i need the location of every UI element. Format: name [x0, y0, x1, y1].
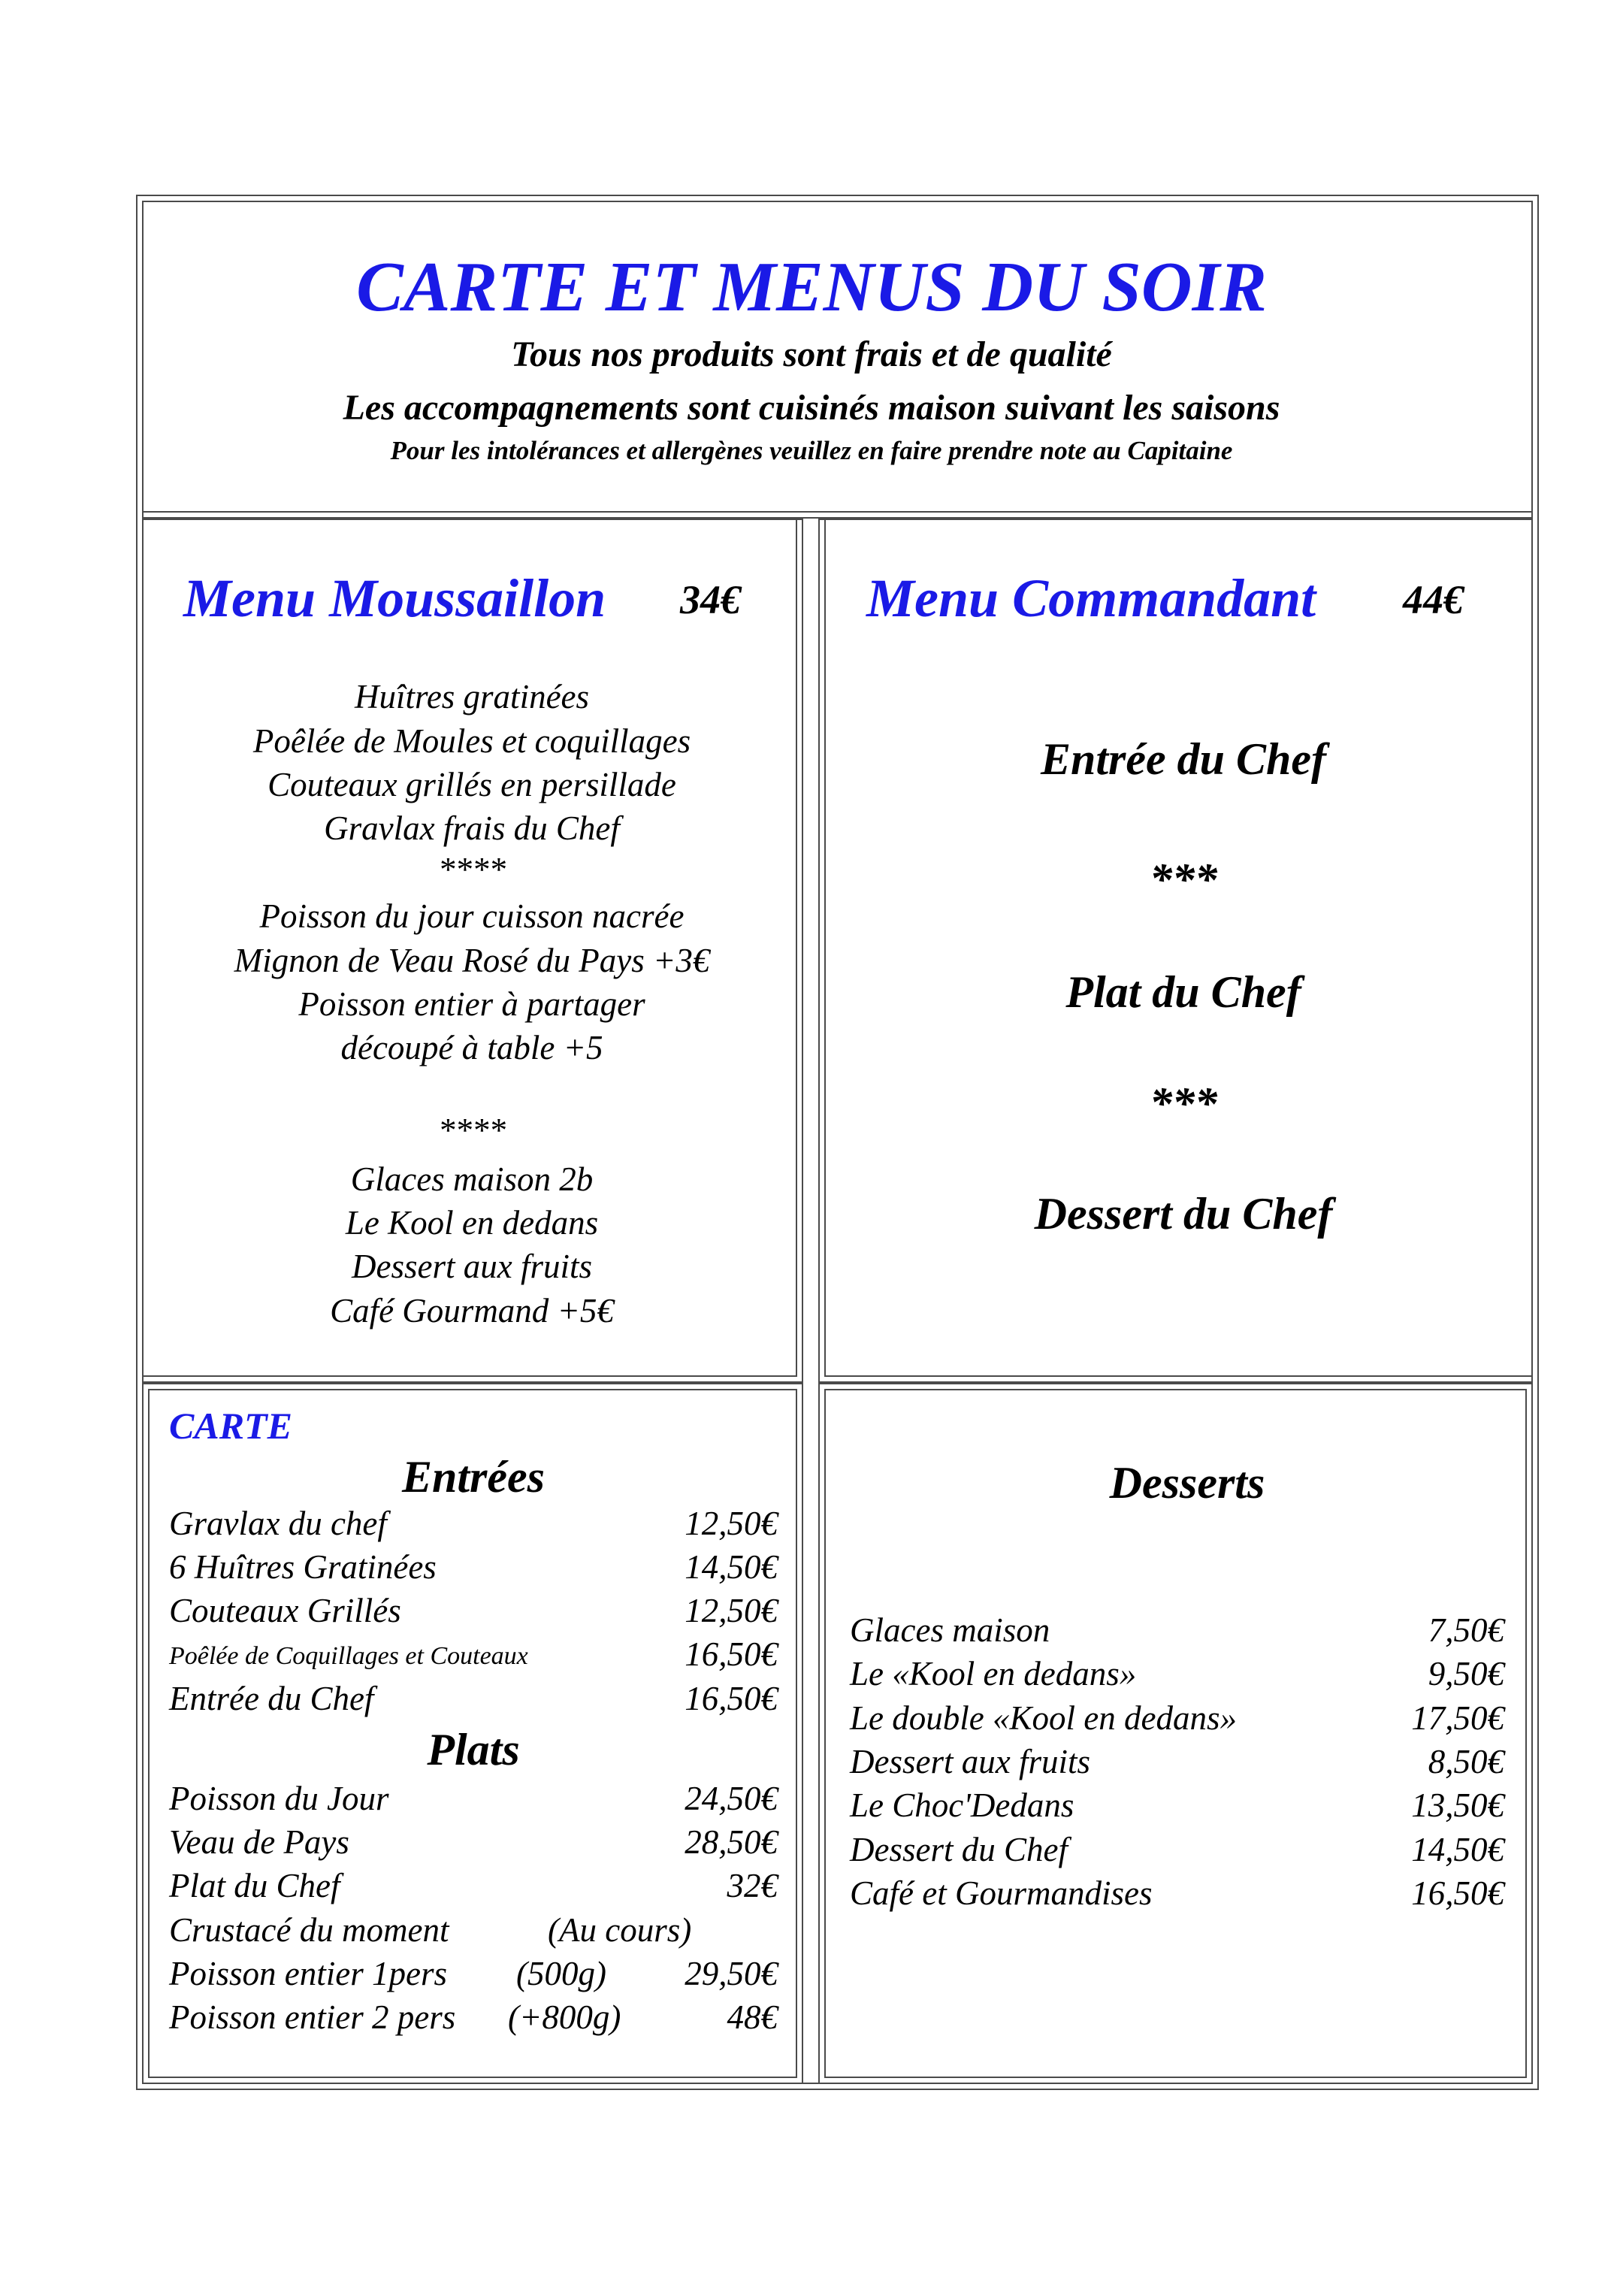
- entree-item-price: 12,50€: [685, 1592, 778, 1629]
- plat-item-price: 32€: [727, 1867, 778, 1904]
- plat-item-note: (+800g): [508, 1998, 621, 2036]
- moussaillon-line: Poêlée de Moules et coquillages: [252, 722, 691, 760]
- commandant-separator: ***: [1150, 1078, 1217, 1128]
- plat-item-name: Poisson entier 2 pers: [169, 1998, 456, 2036]
- dessert-item-price: 14,50€: [1411, 1831, 1504, 1868]
- entrees-heading: Entrées: [401, 1452, 546, 1502]
- moussaillon-separator: ****: [438, 1112, 506, 1149]
- menu-commandant-price: 44€: [1403, 577, 1464, 622]
- dessert-item-name: Dessert du Chef: [850, 1831, 1068, 1868]
- plat-item-name: Poisson entier 1pers: [169, 1955, 447, 1992]
- subtitle-allergens: Pour les intolérances et allergènes veuillez en faire prendre note au Capitaine: [390, 436, 1233, 465]
- plat-item-name: Veau de Pays: [169, 1823, 349, 1861]
- plat-item-price: 24,50€: [685, 1780, 778, 1817]
- dessert-item-name: Glaces maison: [850, 1611, 1050, 1649]
- carte-label: CARTE: [169, 1405, 292, 1447]
- moussaillon-line: Huîtres gratinées: [354, 678, 590, 715]
- commandant-box-inner: [824, 519, 1533, 1377]
- plat-item-price: 48€: [727, 1998, 778, 2036]
- moussaillon-line: Dessert aux fruits: [352, 1248, 592, 1285]
- moussaillon-line: Café Gourmand +5€: [330, 1292, 614, 1330]
- dessert-item-price: 17,50€: [1411, 1699, 1504, 1737]
- commandant-plat: Plat du Chef: [1065, 967, 1301, 1017]
- entree-item-price: 16,50€: [685, 1680, 778, 1717]
- moussaillon-line: découpé à table +5: [340, 1029, 603, 1066]
- plat-item-note: (500g): [516, 1955, 606, 1992]
- plat-item-name: Plat du Chef: [169, 1867, 340, 1904]
- entree-item-price: 12,50€: [685, 1505, 778, 1542]
- entree-item-name: Poêlée de Coquillages et Couteaux: [169, 1642, 528, 1670]
- dessert-item-price: 16,50€: [1411, 1874, 1504, 1912]
- plat-item-note: (Au cours): [548, 1911, 692, 1949]
- moussaillon-line: Poisson du jour cuisson nacrée: [259, 897, 685, 935]
- dessert-item-price: 13,50€: [1411, 1786, 1504, 1824]
- dessert-item-name: Dessert aux fruits: [850, 1743, 1090, 1780]
- commandant-separator: ***: [1150, 855, 1217, 904]
- menu-commandant-title: Menu Commandant: [866, 568, 1316, 628]
- commandant-dessert: Dessert du Chef: [1034, 1189, 1333, 1239]
- entree-item-price: 16,50€: [685, 1635, 778, 1673]
- moussaillon-line: Glaces maison 2b: [350, 1160, 594, 1198]
- plat-item-price: 28,50€: [685, 1823, 778, 1861]
- dessert-item-name: Le «Kool en dedans»: [850, 1655, 1137, 1693]
- moussaillon-line: Gravlax frais du Chef: [324, 809, 620, 847]
- dessert-item-name: Café et Gourmandises: [850, 1874, 1153, 1912]
- entree-item-name: Entrée du Chef: [169, 1680, 374, 1717]
- entree-item-name: Gravlax du chef: [169, 1505, 387, 1542]
- dessert-item-name: Le Choc'Dedans: [850, 1786, 1074, 1824]
- menu-moussaillon-title: Menu Moussaillon: [183, 568, 606, 628]
- entree-item-name: 6 Huîtres Gratinées: [169, 1548, 437, 1586]
- page-title: CARTE ET MENUS DU SOIR: [356, 248, 1267, 326]
- plats-heading: Plats: [427, 1725, 520, 1774]
- dessert-item-price: 7,50€: [1428, 1611, 1504, 1649]
- moussaillon-line: Mignon de Veau Rosé du Pays +3€: [234, 942, 710, 979]
- header-divider: [142, 511, 1533, 519]
- subtitle-sides: Les accompagnements sont cuisinés maison suivant les saisons: [343, 388, 1280, 428]
- desserts-heading: Desserts: [1109, 1458, 1265, 1508]
- menu-moussaillon-price: 34€: [680, 577, 741, 622]
- moussaillon-line: Le Kool en dedans: [345, 1204, 599, 1242]
- subtitle-quality: Tous nos produits sont frais et de qualité: [511, 334, 1112, 374]
- dessert-item-price: 9,50€: [1428, 1655, 1504, 1693]
- moussaillon-line: Couteaux grillés en persillade: [267, 766, 676, 803]
- plat-item-name: Poisson du Jour: [169, 1780, 389, 1817]
- moussaillon-separator: ****: [438, 851, 506, 888]
- dessert-item-name: Le double «Kool en dedans»: [850, 1699, 1237, 1737]
- entree-item-price: 14,50€: [685, 1548, 778, 1586]
- commandant-entree: Entrée du Chef: [1040, 734, 1327, 784]
- moussaillon-line: Poisson entier à partager: [298, 985, 645, 1023]
- plat-item-price: 29,50€: [685, 1955, 778, 1992]
- plat-item-name: Crustacé du moment: [169, 1911, 449, 1949]
- dessert-item-price: 8,50€: [1428, 1743, 1504, 1780]
- entree-item-name: Couteaux Grillés: [169, 1592, 401, 1629]
